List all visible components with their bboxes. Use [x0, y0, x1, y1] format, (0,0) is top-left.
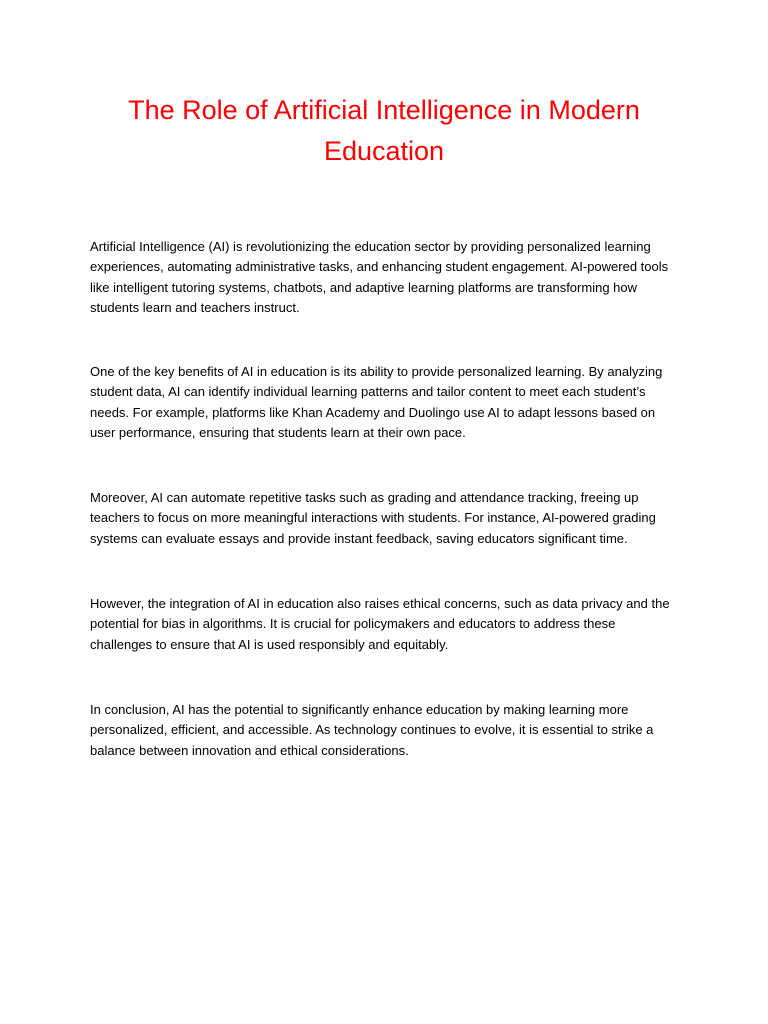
document-title: The Role of Artificial Intelligence in Modern Education [128, 95, 640, 166]
paragraph-automation: Moreover, AI can automate repetitive tasks such as grading and attendance tracking, freeing up teachers to focus on more meaningful interactions with students. For instance, AI-powered grading systems can evaluate essays and provide instant feedback, saving educators significant time. [90, 490, 656, 546]
paragraph-personalized-learning: One of the key benefits of AI in education is its ability to provide personalized learning. By analyzing student data, AI can identify individual learning patterns and tailor content to meet each student’s needs. For example, platforms like Khan Academy and Duolingo use AI to adapt lessons based on user performance, ensuring that students learn at their own pace. [90, 364, 663, 440]
paragraph-introduction: Artificial Intelligence (AI) is revolutionizing the education sector by providing personalized learning experiences, automating administrative tasks, and enhancing student engagement. AI-powered tools like intelligent tutoring systems, chatbots, and adaptive learning platforms are transforming how students learn and teachers instruct. [90, 239, 669, 315]
paragraph-ethical-concerns: However, the integration of AI in education also raises ethical concerns, such as data privacy and the potential for bias in algorithms. It is crucial for policymakers and educators to address these challenges to ensure that AI is used responsibly and equitably. [90, 596, 670, 652]
paragraph-conclusion: In conclusion, AI has the potential to significantly enhance education by making learning more personalized, efficient, and accessible. As technology continues to evolve, it is essential to strike a balance between innovation and ethical considerations. [90, 702, 654, 758]
